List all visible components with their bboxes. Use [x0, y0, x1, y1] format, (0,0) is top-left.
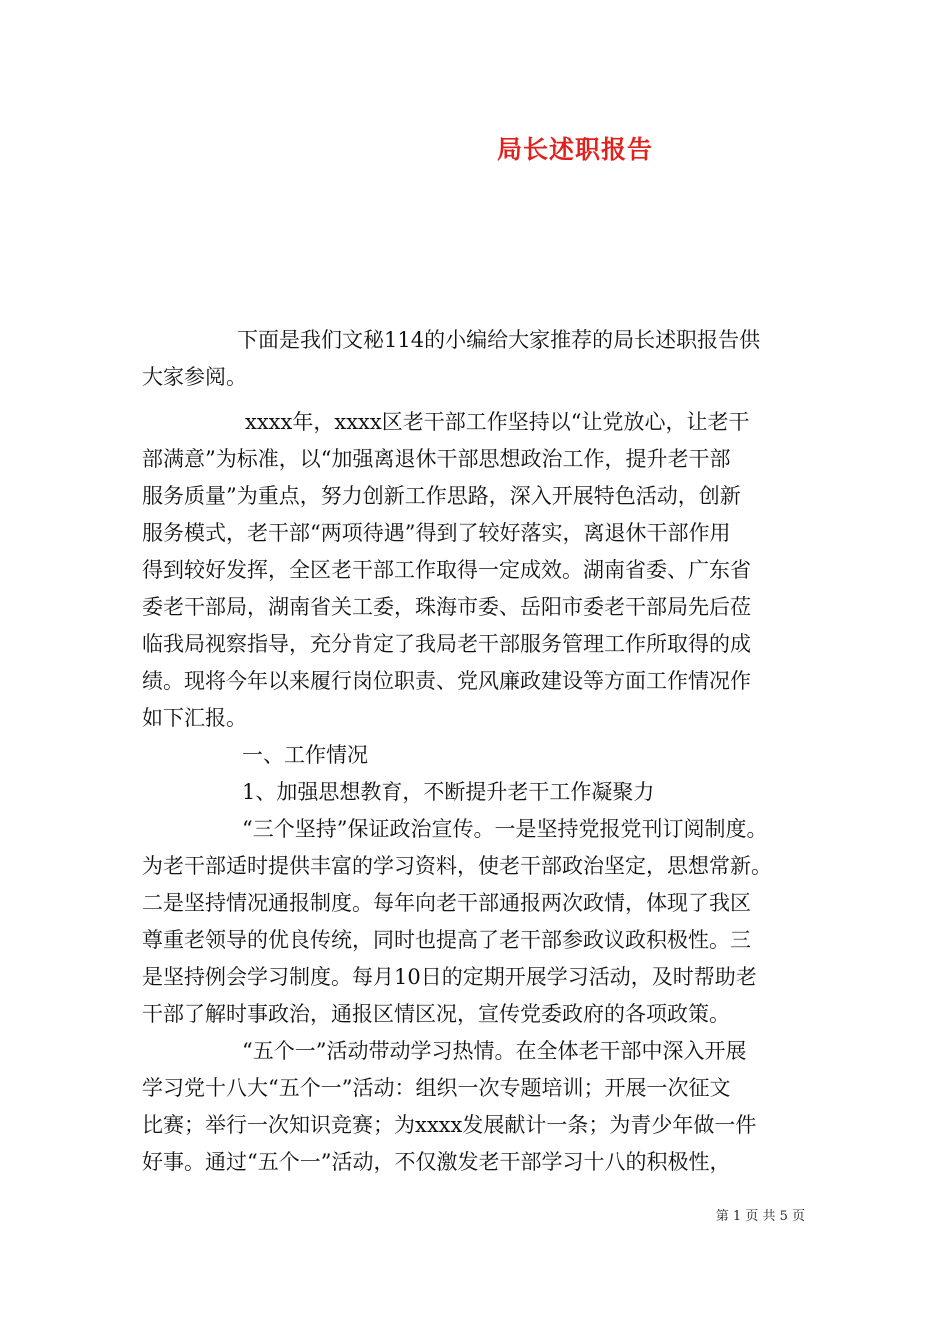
- text-line: 服务质量”为重点，努力创新工作思路，深入开展特色活动，创新: [142, 484, 741, 508]
- document-body: [142, 322, 814, 1181]
- text-line: 绩。现将今年以来履行岗位职责、党风廉政建设等方面工作情况作: [142, 669, 751, 693]
- text-line: xxxx年，xxxx区老干部工作坚持以“让党放心，让老干: [245, 410, 750, 434]
- text-line: 干部了解时事政治，通报区情区况，宣传党委政府的各项政策。: [142, 1002, 730, 1026]
- text-line: 二是坚持情况通报制度。每年向老干部通报两次政情，体现了我区: [142, 891, 751, 915]
- text-line: 好事。通过“五个一”活动，不仅激发老干部学习十八的积极性，: [142, 1150, 731, 1174]
- text-line: 委老干部局，湖南省关工委，珠海市委、岳阳市委老干部局先后莅: [142, 595, 751, 619]
- text-line: 下面是我们文秘114的小编给大家推荐的局长述职报告供: [237, 328, 761, 352]
- text-line: 如下汇报。: [142, 706, 247, 730]
- text-line: 1、加强思想教育，不断提升老干工作凝聚力: [242, 780, 655, 804]
- text-line: 尊重老领导的优良传统，同时也提高了老干部参政议政积极性。三: [142, 928, 751, 952]
- text-line: 比赛；举行一次知识竞赛；为xxxx发展献计一条；为青少年做一件: [142, 1113, 757, 1137]
- text-line: 大家参阅。: [142, 365, 247, 389]
- text-line: 为老干部适时提供丰富的学习资料，使老干部政治坚定，思想常新。: [142, 854, 772, 878]
- text-line: “三个坚持”保证政治宣传。一是坚持党报党刊订阅制度。: [242, 817, 768, 841]
- page-number: 第 1 页 共 5 页: [715, 1209, 805, 1224]
- paragraph-gap: [142, 396, 814, 404]
- text-line: “五个一”活动带动学习热情。在全体老干部中深入开展: [242, 1039, 747, 1063]
- text-line: 是坚持例会学习制度。每月10日的定期开展学习活动，及时帮助老: [142, 965, 757, 989]
- text-line: 得到较好发挥，全区老干部工作取得一定成效。湖南省委、广东省: [142, 558, 751, 582]
- text-line: 临我局视察指导，充分肯定了我局老干部服务管理工作所取得的成: [142, 632, 751, 656]
- document-title: 局长述职报告: [496, 135, 653, 164]
- text-line: 学习党十八大“五个一”活动：组织一次专题培训；开展一次征文: [142, 1076, 731, 1100]
- text-line: 一、工作情况: [242, 743, 368, 767]
- text-line: 部满意”为标准，以“加强离退休干部思想政治工作，提升老干部: [142, 447, 731, 471]
- text-line: 服务模式，老干部“两项待遇”得到了较好落实，离退休干部作用: [142, 521, 731, 545]
